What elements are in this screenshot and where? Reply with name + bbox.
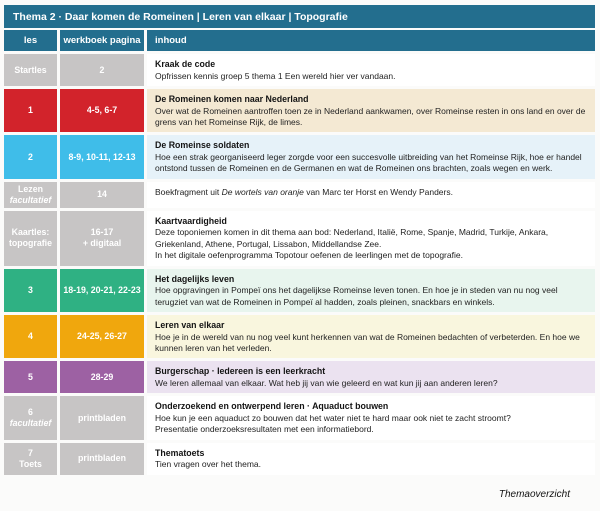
les-line — [28, 372, 33, 383]
table-row — [4, 269, 595, 312]
les-line — [10, 418, 52, 429]
table-row — [4, 135, 595, 178]
italic-text: facultatief — [9, 194, 52, 205]
table-row — [4, 315, 595, 358]
werkboek-pagina-cell — [60, 361, 144, 393]
les-line — [9, 238, 52, 249]
inhoud-body-line — [155, 413, 587, 424]
werkboek-line — [63, 285, 140, 296]
les-line — [18, 184, 43, 195]
text: Griekenland, Athene, Portugal, Lissabon, Middellandse Zee. — [155, 238, 382, 249]
werkboek-pagina-cell — [60, 211, 144, 266]
inhoud-body-line — [155, 332, 587, 343]
text: Hoe kun je een aquaduct zo bouwen dat het water niet te hard maar ook niet te zacht stroomt? — [155, 413, 511, 424]
les-line — [19, 459, 42, 470]
inhoud-title: Het dagelijks leven — [155, 273, 235, 284]
les-line — [28, 105, 33, 116]
werkboek-line — [78, 413, 126, 424]
inhoud-cell — [147, 315, 595, 358]
text: In het digitale oefenprogramma Topotour oefenen de leerlingen met de topografie. — [155, 250, 463, 261]
inhoud-title: Onderzoekend en ontwerpend leren · Aquaduct bouwen — [155, 401, 389, 412]
werkboek-line — [78, 453, 126, 464]
werkboek-line — [68, 152, 135, 163]
les-cell — [4, 361, 57, 393]
text: 3 — [28, 284, 33, 295]
inhoud-body-line — [155, 152, 587, 163]
text: kunnen leren van het verleden. — [155, 343, 272, 354]
werkboek-pagina-cell — [60, 443, 144, 475]
inhoud-body-line — [155, 117, 587, 128]
text: Over wat de Romeinen aantroffen toen ze in Nederland aankwamen, over Romeinse resten in ons land en over de — [155, 105, 586, 116]
inhoud-body-line — [155, 106, 587, 117]
inhoud-body — [155, 71, 587, 82]
table-title-bar: Thema 2 · Daar komen de Romeinen | Leren van elkaar | Topografie — [4, 5, 595, 28]
werkboek-line — [97, 189, 107, 200]
inhoud-body — [155, 187, 587, 198]
inhoud-title: De Romeinen komen naar Nederland — [155, 94, 309, 104]
inhoud-title: Leren van elkaar — [155, 320, 225, 331]
werkboek-pagina-cell — [60, 315, 144, 358]
text: Hoe een strak georganiseerd leger zorgde voor een succesvolle uitbreiding van het Romeinse Rijk, hoe er handel — [155, 152, 582, 162]
werkboek-pagina-cell — [60, 182, 144, 208]
les-line — [12, 227, 50, 238]
les-cell — [4, 443, 57, 475]
text: 7 — [28, 447, 33, 458]
werkboek-line — [77, 331, 127, 342]
italic-text: De wortels van oranje — [221, 186, 304, 197]
inhoud-body — [155, 285, 587, 308]
inhoud-body — [155, 152, 587, 175]
werkboek-line — [87, 105, 117, 116]
text: grens van het Romeinse Rijk, de limes. — [155, 117, 303, 127]
inhoud-body-line — [155, 163, 587, 174]
werkboek-pagina-cell — [60, 269, 144, 312]
les-cell — [4, 211, 57, 266]
inhoud-body-line — [155, 227, 587, 238]
inhoud-title: Kraak de code — [155, 59, 216, 69]
inhoud-cell — [147, 54, 595, 86]
text: 6 — [28, 407, 33, 418]
text: 8-9, 10-11, 12-13 — [68, 151, 136, 162]
text: 14 — [97, 189, 107, 200]
text: terugziet van wat de Romeinen in Pompeï al hadden, zoals pleinen, snackbars en winkels. — [155, 296, 495, 307]
les-cell — [4, 396, 57, 439]
inhoud-body-line — [155, 297, 587, 308]
les-cell — [4, 315, 57, 358]
text: printbladen — [78, 453, 126, 464]
text: Presentatie onderzoeksresultaten met een informatiebord. — [155, 424, 374, 435]
les-line — [28, 285, 33, 296]
werkboek-line — [91, 227, 114, 238]
text: 4 — [28, 331, 33, 342]
inhoud-title: Kaartvaardigheid — [155, 215, 227, 226]
inhoud-body — [155, 106, 587, 129]
les-line — [28, 331, 33, 342]
text: 16-17 — [90, 227, 114, 238]
text: 18-19, 20-21, 22-23 — [63, 284, 141, 295]
les-line — [14, 65, 46, 76]
text: 4-5, 6-7 — [86, 105, 118, 116]
col-header-inhoud: inhoud — [147, 30, 595, 51]
inhoud-cell — [147, 269, 595, 312]
inhoud-body-line — [155, 187, 587, 198]
inhoud-cell — [147, 211, 595, 266]
les-cell — [4, 135, 57, 178]
text: Tien vragen over het thema. — [155, 459, 261, 470]
inhoud-body — [155, 227, 587, 261]
inhoud-cell — [147, 135, 595, 178]
inhoud-body — [155, 332, 587, 355]
inhoud-cell — [147, 396, 595, 439]
les-cell — [4, 269, 57, 312]
inhoud-title: Burgerschap · Iedereen is een leerkracht — [155, 366, 326, 377]
table-row — [4, 54, 595, 86]
inhoud-cell — [147, 89, 595, 132]
text: We leren allemaal van elkaar. Wat heb jij van wie geleerd en wat kun jij aan anderen leren? — [155, 378, 498, 389]
footer-label: Themaoverzicht — [498, 489, 570, 500]
text: Deze toponiemen komen in dit thema aan bod: Nederland, Italië, Rome, Spanje, Madrid, Turkije, Ankara, — [155, 227, 549, 238]
text: 24-25, 26-27 — [77, 331, 127, 342]
text: 2 — [28, 151, 33, 162]
text: Toets — [19, 458, 42, 469]
text: ontstond tussen de Romeinen en de Germanen en wat de Romeinen ons brachten, zoals wegen en werk. — [155, 163, 553, 174]
werkboek-line — [83, 238, 121, 249]
werkboek-pagina-cell — [60, 89, 144, 132]
table-row — [4, 361, 595, 393]
text: Opfrissen kennis groep 5 thema 1 Een wereld hier ver vandaan. — [155, 70, 396, 81]
col-header-les: les — [4, 30, 57, 51]
les-cell — [4, 182, 57, 208]
werkboek-pagina-cell — [60, 396, 144, 439]
table-row — [4, 443, 595, 475]
inhoud-body-line — [155, 459, 587, 470]
les-cell — [4, 54, 57, 86]
text: Hoe opgravingen in Pompeï ons het dagelijkse Romeinse leven tonen. En hoe je in steden van nu nog veel — [155, 285, 558, 296]
text: 2 — [99, 64, 105, 75]
table-row — [4, 182, 595, 208]
thema-overview-table — [4, 5, 595, 478]
table-row — [4, 396, 595, 439]
inhoud-body-line — [155, 285, 587, 296]
inhoud-body-line — [155, 250, 587, 261]
les-line — [28, 152, 33, 163]
inhoud-body — [155, 459, 587, 470]
inhoud-body-line — [155, 239, 587, 250]
table-row — [4, 89, 595, 132]
text: 28-29 — [90, 371, 114, 382]
inhoud-cell — [147, 443, 595, 475]
les-line — [28, 448, 33, 459]
rows-container — [4, 54, 595, 475]
les-line — [10, 195, 52, 206]
text: topografie — [8, 238, 52, 249]
inhoud-title: Thematoets — [155, 447, 205, 458]
text: Hoe je in de wereld van nu nog veel kunt herkennen van wat de Romeinen bedachten of verbeterden. En hoe we — [155, 331, 580, 342]
text: Kaartles: — [11, 227, 50, 238]
inhoud-title: De Romeinse soldaten — [155, 140, 250, 151]
inhoud-body-line — [155, 71, 587, 82]
werkboek-line — [91, 372, 114, 383]
inhoud-body-line — [155, 343, 587, 354]
les-line — [28, 407, 33, 418]
inhoud-body-line — [155, 424, 587, 435]
text: Lezen — [18, 183, 43, 194]
text: + digitaal — [82, 238, 122, 249]
werkboek-pagina-cell — [60, 135, 144, 178]
inhoud-body — [155, 378, 587, 389]
column-header-row — [4, 30, 595, 51]
text: van Marc ter Horst en Wendy Panders. — [303, 186, 453, 197]
inhoud-body — [155, 413, 587, 436]
col-header-werkboek-pagina: werkboek pagina — [60, 30, 144, 51]
les-cell — [4, 89, 57, 132]
text: 1 — [28, 105, 33, 116]
table-row — [4, 211, 595, 266]
italic-text: facultatief — [9, 418, 52, 429]
text: Startles — [14, 64, 47, 75]
werkboek-line — [100, 65, 105, 76]
inhoud-cell — [147, 361, 595, 393]
text: Boekfragment uit — [155, 186, 222, 197]
text: 5 — [28, 371, 33, 382]
text: printbladen — [78, 412, 126, 423]
inhoud-cell — [147, 182, 595, 208]
werkboek-pagina-cell — [60, 54, 144, 86]
inhoud-body-line — [155, 378, 587, 389]
